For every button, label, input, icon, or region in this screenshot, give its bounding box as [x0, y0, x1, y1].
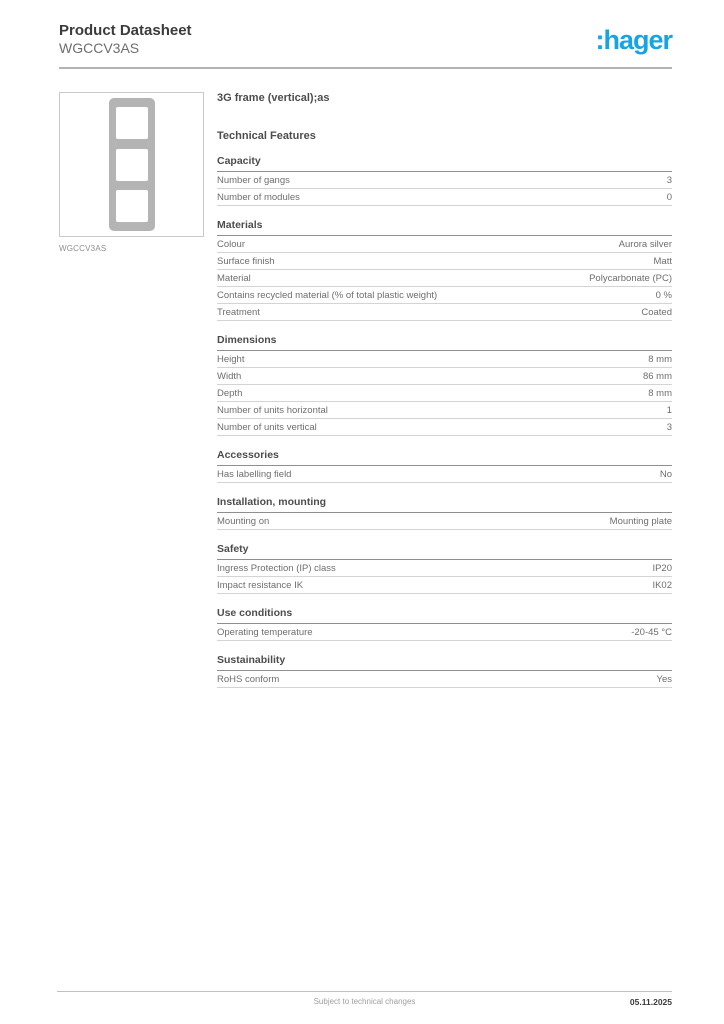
section-title: Dimensions: [217, 334, 672, 351]
footer: [57, 991, 672, 1006]
row-value: Matt: [653, 256, 672, 267]
table-row: [217, 351, 672, 368]
row-value: IP20: [652, 563, 672, 574]
footer-date: 05.11.2025: [629, 997, 672, 1007]
row-value: Yes: [656, 674, 672, 685]
row-value: 86 mm: [642, 371, 672, 382]
frame-window: [116, 107, 148, 139]
page-title: Product Datasheet: [59, 22, 192, 39]
row-value: 3: [666, 175, 672, 186]
product-image-column: [59, 92, 204, 688]
section-title: Sustainability: [217, 654, 672, 671]
frame-window: [116, 149, 148, 181]
table-row: [217, 560, 672, 577]
row-label: Surface finish: [217, 256, 275, 267]
table-row: [217, 513, 672, 530]
section-title: Installation, mounting: [217, 496, 672, 513]
row-value: Mounting plate: [609, 516, 672, 527]
row-label: Impact resistance IK: [217, 580, 304, 591]
row-label: RoHS conform: [217, 674, 280, 685]
frame-window: [116, 190, 148, 222]
row-label: Height: [217, 354, 245, 365]
table-row: [217, 270, 672, 287]
row-label: Operating temperature: [217, 627, 313, 638]
table-row: [217, 577, 672, 594]
main-content: [59, 92, 672, 688]
section-dimensions: [217, 334, 672, 436]
section-safety: [217, 543, 672, 594]
row-value: 0 %: [655, 290, 672, 301]
section-accessories: [217, 449, 672, 483]
table-row: [217, 466, 672, 483]
row-value: Polycarbonate (PC): [589, 273, 672, 284]
row-label: Width: [217, 371, 242, 382]
row-label: Depth: [217, 388, 243, 399]
row-label: Contains recycled material (% of total plastic weight): [217, 290, 438, 301]
hager-logo: :hager: [595, 25, 672, 55]
row-label: Ingress Protection (IP) class: [217, 563, 336, 574]
row-label: Number of units vertical: [217, 422, 317, 433]
header-titles: [59, 22, 192, 57]
row-value: -20-45 °C: [631, 627, 672, 638]
table-row: [217, 236, 672, 253]
section-sustainability: [217, 654, 672, 688]
row-value: 3: [666, 422, 672, 433]
row-label: Number of modules: [217, 192, 300, 203]
frame-3gang-vertical-icon: [109, 98, 155, 231]
table-row: [217, 402, 672, 419]
section-title: Safety: [217, 543, 672, 560]
table-row: [217, 385, 672, 402]
header: [0, 0, 724, 57]
section-title: Capacity: [217, 155, 672, 172]
table-row: [217, 304, 672, 321]
row-label: Colour: [217, 239, 245, 250]
table-row: [217, 253, 672, 270]
row-value: Aurora silver: [618, 239, 672, 250]
row-value: 0: [666, 192, 672, 203]
row-value: 8 mm: [648, 354, 672, 365]
table-row: [217, 624, 672, 641]
section-use-conditions: [217, 607, 672, 641]
table-row: [217, 189, 672, 206]
product-title: 3G frame (vertical);as: [217, 92, 330, 104]
row-value: Coated: [641, 307, 672, 318]
spec-table: [217, 92, 672, 688]
header-divider: [59, 67, 672, 69]
section-capacity: [217, 155, 672, 206]
row-label: Treatment: [217, 307, 260, 318]
technical-features-heading: Technical Features: [217, 130, 316, 142]
row-label: Has labelling field: [217, 469, 292, 480]
row-value: No: [659, 469, 672, 480]
section-title: Accessories: [217, 449, 672, 466]
table-row: [217, 671, 672, 688]
table-row: [217, 419, 672, 436]
row-value: 8 mm: [648, 388, 672, 399]
row-label: Mounting on: [217, 516, 270, 527]
product-image-caption: WGCCV3AS: [59, 244, 107, 253]
table-row: [217, 172, 672, 189]
row-label: Number of units horizontal: [217, 405, 328, 416]
product-image: [59, 92, 204, 237]
section-title: Materials: [217, 219, 672, 236]
row-label: Number of gangs: [217, 175, 290, 186]
footer-note: Subject to technical changes: [313, 997, 416, 1006]
table-row: [217, 287, 672, 304]
section-materials: [217, 219, 672, 321]
row-value: IK02: [652, 580, 672, 591]
product-reference: WGCCV3AS: [59, 40, 140, 56]
row-label: Material: [217, 273, 251, 284]
section-title: Use conditions: [217, 607, 672, 624]
row-value: 1: [666, 405, 672, 416]
table-row: [217, 368, 672, 385]
section-installation-mounting: [217, 496, 672, 530]
